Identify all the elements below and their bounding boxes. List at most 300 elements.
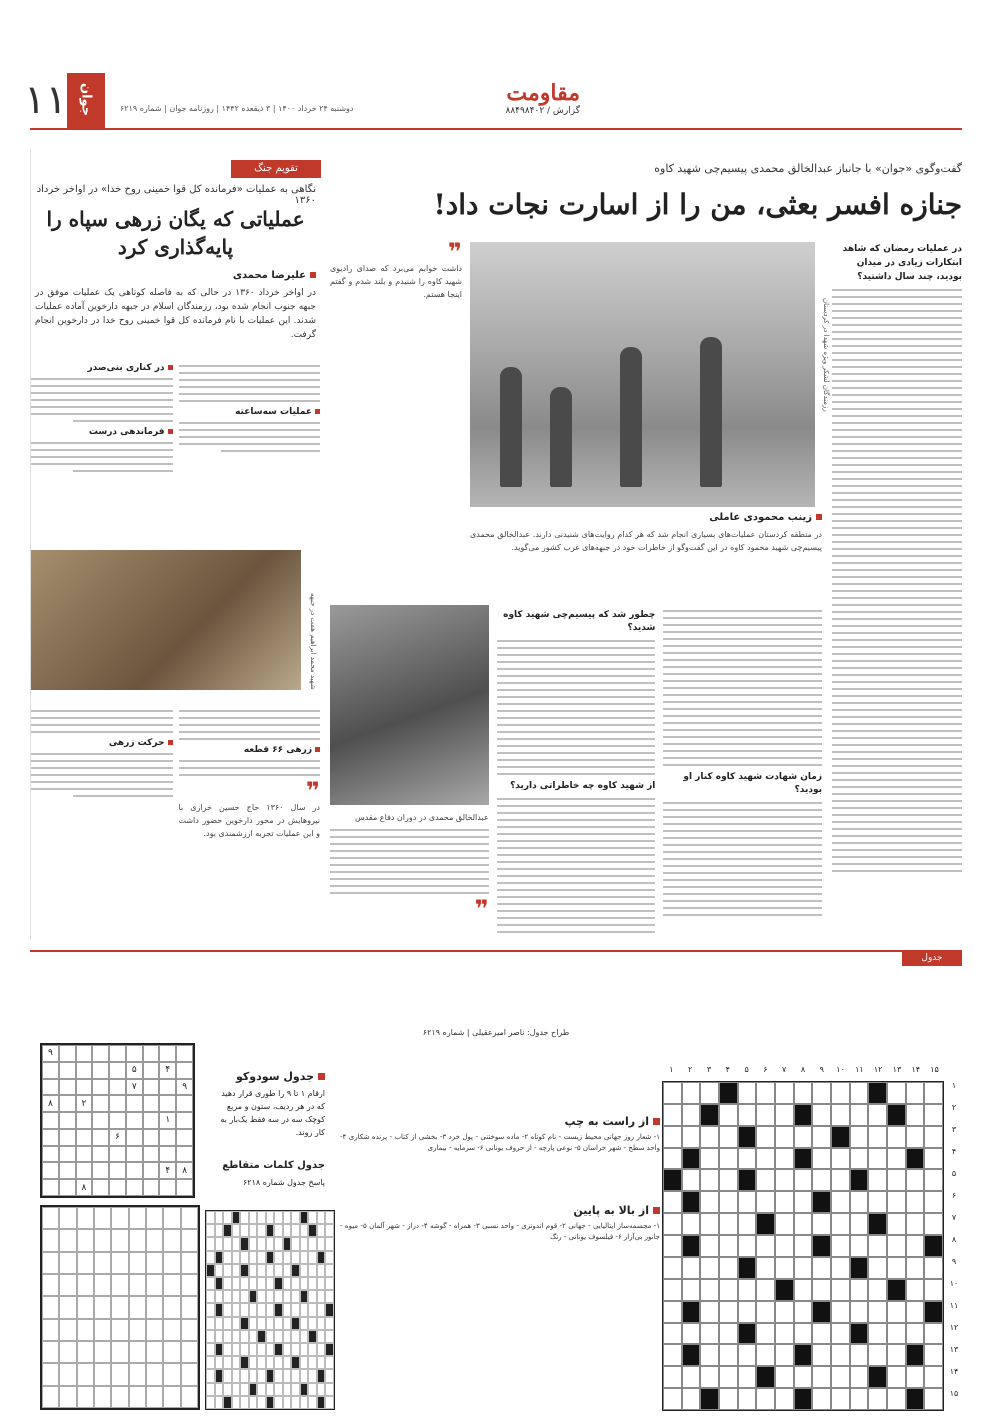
sudoku-cell[interactable]: ۴: [159, 1162, 176, 1179]
crossword-cell[interactable]: [812, 1366, 831, 1388]
crossword-cell[interactable]: [887, 1388, 906, 1410]
crossword-cell[interactable]: [756, 1235, 775, 1257]
crossword-cell[interactable]: [831, 1213, 850, 1235]
crossword-cell[interactable]: [775, 1301, 794, 1323]
crossword-cell[interactable]: [794, 1104, 813, 1126]
crossword-cell[interactable]: [738, 1301, 757, 1323]
sudoku-cell[interactable]: ۲: [76, 1095, 93, 1112]
crossword-cell[interactable]: [775, 1323, 794, 1345]
sudoku-cell[interactable]: [109, 1146, 126, 1163]
crossword-cell[interactable]: [682, 1279, 701, 1301]
crossword-cell[interactable]: [756, 1344, 775, 1366]
crossword-cell[interactable]: [794, 1366, 813, 1388]
crossword-cell[interactable]: [831, 1279, 850, 1301]
crossword-cell[interactable]: [719, 1169, 738, 1191]
crossword-cell[interactable]: [700, 1169, 719, 1191]
crossword-cell[interactable]: [700, 1344, 719, 1366]
sudoku-cell[interactable]: [42, 1179, 59, 1196]
crossword-cell[interactable]: [719, 1082, 738, 1104]
crossword-cell[interactable]: [756, 1388, 775, 1410]
crossword-cell[interactable]: [738, 1213, 757, 1235]
sudoku-cell[interactable]: [176, 1045, 193, 1062]
crossword-cell[interactable]: [906, 1126, 925, 1148]
crossword-cell[interactable]: [794, 1213, 813, 1235]
crossword-cell[interactable]: [906, 1104, 925, 1126]
sudoku-cell[interactable]: [109, 1095, 126, 1112]
sudoku-cell[interactable]: [143, 1062, 160, 1079]
crossword-cell[interactable]: [868, 1235, 887, 1257]
crossword-cell[interactable]: [719, 1104, 738, 1126]
crossword-cell[interactable]: [775, 1148, 794, 1170]
crossword-cell[interactable]: [700, 1235, 719, 1257]
sudoku-cell[interactable]: [92, 1129, 109, 1146]
crossword-cell[interactable]: [850, 1082, 869, 1104]
crossword-cell[interactable]: [682, 1366, 701, 1388]
crossword-cell[interactable]: [887, 1235, 906, 1257]
crossword-cell[interactable]: [831, 1191, 850, 1213]
crossword-cell[interactable]: [924, 1235, 943, 1257]
sudoku-cell[interactable]: [59, 1179, 76, 1196]
crossword-cell[interactable]: [812, 1257, 831, 1279]
crossword-cell[interactable]: [906, 1257, 925, 1279]
sudoku-cell[interactable]: [76, 1045, 93, 1062]
crossword-cell[interactable]: [719, 1388, 738, 1410]
crossword-cell[interactable]: [794, 1388, 813, 1410]
crossword-cell[interactable]: [868, 1279, 887, 1301]
crossword-cell[interactable]: [756, 1169, 775, 1191]
crossword-cell[interactable]: [868, 1213, 887, 1235]
crossword-cell[interactable]: [738, 1279, 757, 1301]
crossword-cell[interactable]: [719, 1257, 738, 1279]
crossword-cell[interactable]: [887, 1323, 906, 1345]
crossword-cell[interactable]: [756, 1148, 775, 1170]
crossword-cell[interactable]: [756, 1082, 775, 1104]
sudoku-cell[interactable]: [176, 1112, 193, 1129]
crossword-cell[interactable]: [868, 1082, 887, 1104]
crossword-cell[interactable]: [924, 1126, 943, 1148]
crossword-cell[interactable]: [831, 1235, 850, 1257]
crossword-cell[interactable]: [887, 1366, 906, 1388]
sudoku-cell[interactable]: [176, 1062, 193, 1079]
crossword-cell[interactable]: [663, 1323, 682, 1345]
crossword-cell[interactable]: [682, 1213, 701, 1235]
crossword-cell[interactable]: [738, 1148, 757, 1170]
sudoku-cell[interactable]: [126, 1129, 143, 1146]
crossword-cell[interactable]: [794, 1301, 813, 1323]
sudoku-cell[interactable]: [126, 1179, 143, 1196]
crossword-cell[interactable]: [831, 1301, 850, 1323]
sudoku-cell[interactable]: [92, 1112, 109, 1129]
crossword-cell[interactable]: [719, 1148, 738, 1170]
crossword-cell[interactable]: [831, 1082, 850, 1104]
sudoku-cell[interactable]: [159, 1146, 176, 1163]
crossword-cell[interactable]: [812, 1235, 831, 1257]
crossword-cell[interactable]: [868, 1148, 887, 1170]
crossword-cell[interactable]: [682, 1104, 701, 1126]
sudoku-cell[interactable]: [92, 1045, 109, 1062]
crossword-cell[interactable]: [850, 1388, 869, 1410]
sudoku-cell[interactable]: [109, 1079, 126, 1096]
crossword-cell[interactable]: [906, 1235, 925, 1257]
crossword-cell[interactable]: [756, 1213, 775, 1235]
crossword-cell[interactable]: [868, 1104, 887, 1126]
sudoku-cell[interactable]: [59, 1045, 76, 1062]
crossword-cell[interactable]: [738, 1257, 757, 1279]
crossword-cell[interactable]: [906, 1213, 925, 1235]
crossword-cell[interactable]: [812, 1323, 831, 1345]
crossword-cell[interactable]: [850, 1235, 869, 1257]
crossword-cell[interactable]: [868, 1169, 887, 1191]
crossword-cell[interactable]: [700, 1126, 719, 1148]
sudoku-cell[interactable]: [176, 1179, 193, 1196]
crossword-cell[interactable]: [663, 1148, 682, 1170]
crossword-cell[interactable]: [794, 1082, 813, 1104]
sudoku-cell[interactable]: [143, 1162, 160, 1179]
crossword-cell[interactable]: [831, 1388, 850, 1410]
sudoku-cell[interactable]: [76, 1062, 93, 1079]
crossword-cell[interactable]: [756, 1323, 775, 1345]
sudoku-cell[interactable]: [59, 1146, 76, 1163]
sudoku-cell[interactable]: [42, 1146, 59, 1163]
crossword-cell[interactable]: [812, 1104, 831, 1126]
crossword-cell[interactable]: [756, 1279, 775, 1301]
sudoku-cell[interactable]: [143, 1045, 160, 1062]
sudoku-cell[interactable]: ۹: [176, 1079, 193, 1096]
sudoku-cell[interactable]: [143, 1095, 160, 1112]
sudoku-cell[interactable]: ۸: [76, 1179, 93, 1196]
sudoku-cell[interactable]: ۴: [159, 1062, 176, 1079]
sudoku-cell[interactable]: [42, 1062, 59, 1079]
crossword-cell[interactable]: [812, 1148, 831, 1170]
crossword-cell[interactable]: [682, 1388, 701, 1410]
crossword-cell[interactable]: [924, 1213, 943, 1235]
sudoku-cell[interactable]: [92, 1179, 109, 1196]
sudoku-cell[interactable]: [59, 1095, 76, 1112]
crossword-cell[interactable]: [868, 1366, 887, 1388]
crossword-cell[interactable]: [794, 1344, 813, 1366]
crossword-cell[interactable]: [775, 1388, 794, 1410]
crossword-cell[interactable]: [831, 1148, 850, 1170]
crossword-cell[interactable]: [906, 1301, 925, 1323]
crossword-cell[interactable]: [738, 1235, 757, 1257]
sudoku-cell[interactable]: [109, 1179, 126, 1196]
sudoku-cell[interactable]: ۵: [126, 1062, 143, 1079]
crossword-cell[interactable]: [794, 1279, 813, 1301]
crossword-cell[interactable]: [719, 1191, 738, 1213]
crossword-cell[interactable]: [850, 1126, 869, 1148]
crossword-cell[interactable]: [868, 1388, 887, 1410]
crossword-cell[interactable]: [924, 1257, 943, 1279]
crossword-cell[interactable]: [663, 1344, 682, 1366]
crossword-cell[interactable]: [775, 1344, 794, 1366]
sudoku-cell[interactable]: [59, 1162, 76, 1179]
crossword-cell[interactable]: [887, 1279, 906, 1301]
sudoku-cell[interactable]: [76, 1162, 93, 1179]
crossword-cell[interactable]: [700, 1279, 719, 1301]
crossword-cell[interactable]: [850, 1323, 869, 1345]
crossword-cell[interactable]: [663, 1191, 682, 1213]
crossword-cell[interactable]: [700, 1213, 719, 1235]
crossword-cell[interactable]: [756, 1257, 775, 1279]
crossword-cell[interactable]: [700, 1323, 719, 1345]
crossword-cell[interactable]: [794, 1191, 813, 1213]
crossword-cell[interactable]: [887, 1191, 906, 1213]
crossword-cell[interactable]: [831, 1344, 850, 1366]
sudoku-cell[interactable]: [126, 1162, 143, 1179]
crossword-cell[interactable]: [700, 1366, 719, 1388]
crossword-cell[interactable]: [850, 1366, 869, 1388]
crossword-cell[interactable]: [682, 1126, 701, 1148]
crossword-cell[interactable]: [756, 1366, 775, 1388]
crossword-cell[interactable]: [850, 1104, 869, 1126]
sudoku-cell[interactable]: ۹: [42, 1045, 59, 1062]
crossword-cell[interactable]: [700, 1148, 719, 1170]
crossword-cell[interactable]: [812, 1169, 831, 1191]
crossword-cell[interactable]: [812, 1301, 831, 1323]
crossword-cell[interactable]: [924, 1082, 943, 1104]
sudoku-cell[interactable]: [42, 1079, 59, 1096]
crossword-cell[interactable]: [868, 1191, 887, 1213]
sudoku-cell[interactable]: [76, 1129, 93, 1146]
crossword-cell[interactable]: [887, 1213, 906, 1235]
crossword-cell[interactable]: [924, 1344, 943, 1366]
crossword-cell[interactable]: [794, 1126, 813, 1148]
sudoku-cell[interactable]: [159, 1079, 176, 1096]
crossword-cell[interactable]: [812, 1191, 831, 1213]
crossword-cell[interactable]: [831, 1126, 850, 1148]
sudoku-cell[interactable]: [59, 1112, 76, 1129]
crossword-cell[interactable]: [794, 1235, 813, 1257]
crossword-cell[interactable]: [812, 1388, 831, 1410]
crossword-cell[interactable]: [663, 1301, 682, 1323]
sudoku-cell[interactable]: [143, 1146, 160, 1163]
crossword-cell[interactable]: [906, 1344, 925, 1366]
crossword-cell[interactable]: [775, 1191, 794, 1213]
crossword-cell[interactable]: [850, 1279, 869, 1301]
crossword-cell[interactable]: [868, 1257, 887, 1279]
crossword-cell[interactable]: [887, 1169, 906, 1191]
crossword-cell[interactable]: [663, 1213, 682, 1235]
crossword-cell[interactable]: [738, 1388, 757, 1410]
sudoku-cell[interactable]: [109, 1162, 126, 1179]
sudoku-cell[interactable]: [109, 1062, 126, 1079]
crossword-cell[interactable]: [906, 1279, 925, 1301]
crossword-cell[interactable]: [719, 1213, 738, 1235]
crossword-cell[interactable]: [738, 1344, 757, 1366]
crossword-cell[interactable]: [700, 1388, 719, 1410]
crossword-cell[interactable]: [775, 1279, 794, 1301]
crossword-cell[interactable]: [831, 1366, 850, 1388]
sudoku-cell[interactable]: [176, 1095, 193, 1112]
crossword-cell[interactable]: [682, 1323, 701, 1345]
crossword-cell[interactable]: [663, 1366, 682, 1388]
crossword-cell[interactable]: [663, 1104, 682, 1126]
crossword-cell[interactable]: [868, 1126, 887, 1148]
crossword-cell[interactable]: [775, 1235, 794, 1257]
crossword-cell[interactable]: [775, 1126, 794, 1148]
crossword-cell[interactable]: [794, 1257, 813, 1279]
crossword-cell[interactable]: [756, 1191, 775, 1213]
crossword-cell[interactable]: [682, 1191, 701, 1213]
crossword-cell[interactable]: [794, 1148, 813, 1170]
sudoku-cell[interactable]: [92, 1062, 109, 1079]
crossword-cell[interactable]: [775, 1366, 794, 1388]
crossword-cell[interactable]: [738, 1126, 757, 1148]
sudoku-cell[interactable]: ۸: [176, 1162, 193, 1179]
crossword-cell[interactable]: [831, 1104, 850, 1126]
crossword-cell[interactable]: [794, 1323, 813, 1345]
crossword-cell[interactable]: [682, 1301, 701, 1323]
crossword-cell[interactable]: [850, 1344, 869, 1366]
crossword-cell[interactable]: [682, 1257, 701, 1279]
crossword-cell[interactable]: [924, 1366, 943, 1388]
crossword-cell[interactable]: [924, 1148, 943, 1170]
crossword-cell[interactable]: [738, 1323, 757, 1345]
crossword-cell[interactable]: [887, 1148, 906, 1170]
crossword-cell[interactable]: [868, 1323, 887, 1345]
crossword-cell[interactable]: [775, 1257, 794, 1279]
crossword-cell[interactable]: [663, 1388, 682, 1410]
sudoku-cell[interactable]: [59, 1079, 76, 1096]
crossword-cell[interactable]: [924, 1279, 943, 1301]
crossword-cell[interactable]: [906, 1082, 925, 1104]
crossword-cell[interactable]: [850, 1169, 869, 1191]
crossword-cell[interactable]: [719, 1126, 738, 1148]
sudoku-cell[interactable]: [126, 1146, 143, 1163]
crossword-cell[interactable]: [812, 1126, 831, 1148]
crossword-cell[interactable]: [738, 1169, 757, 1191]
sudoku-cell[interactable]: [109, 1112, 126, 1129]
crossword-cell[interactable]: [850, 1191, 869, 1213]
crossword-cell[interactable]: [812, 1344, 831, 1366]
crossword-cell[interactable]: [738, 1104, 757, 1126]
crossword-cell[interactable]: [756, 1301, 775, 1323]
crossword-cell[interactable]: [775, 1082, 794, 1104]
sudoku-cell[interactable]: [176, 1146, 193, 1163]
sudoku-cell[interactable]: [92, 1146, 109, 1163]
sudoku-cell[interactable]: [92, 1079, 109, 1096]
crossword-cell[interactable]: [906, 1366, 925, 1388]
crossword-cell[interactable]: [719, 1279, 738, 1301]
crossword-cell[interactable]: [719, 1235, 738, 1257]
sudoku-cell[interactable]: ۱: [159, 1112, 176, 1129]
crossword-cell[interactable]: [738, 1191, 757, 1213]
crossword-cell[interactable]: [775, 1169, 794, 1191]
sudoku-cell[interactable]: [143, 1079, 160, 1096]
crossword-cell[interactable]: [719, 1344, 738, 1366]
crossword-cell[interactable]: [682, 1169, 701, 1191]
crossword-cell[interactable]: [887, 1301, 906, 1323]
sudoku-cell[interactable]: [159, 1095, 176, 1112]
sudoku-cell[interactable]: [176, 1129, 193, 1146]
crossword-cell[interactable]: [812, 1279, 831, 1301]
sudoku-cell[interactable]: [143, 1112, 160, 1129]
sudoku-cell[interactable]: [92, 1095, 109, 1112]
crossword-cell[interactable]: [887, 1257, 906, 1279]
sudoku-cell[interactable]: [59, 1062, 76, 1079]
crossword-cell[interactable]: [906, 1388, 925, 1410]
crossword-cell[interactable]: [719, 1323, 738, 1345]
crossword-cell[interactable]: [850, 1257, 869, 1279]
crossword-cell[interactable]: [738, 1366, 757, 1388]
sudoku-cell[interactable]: ۶: [109, 1129, 126, 1146]
sudoku-cell[interactable]: [126, 1045, 143, 1062]
crossword-cell[interactable]: [906, 1148, 925, 1170]
crossword-cell[interactable]: [719, 1366, 738, 1388]
crossword-cell[interactable]: [682, 1344, 701, 1366]
crossword-cell[interactable]: [756, 1104, 775, 1126]
crossword-cell[interactable]: [850, 1213, 869, 1235]
crossword-cell[interactable]: [924, 1323, 943, 1345]
sudoku-cell[interactable]: [42, 1112, 59, 1129]
crossword-cell[interactable]: [775, 1213, 794, 1235]
crossword-cell[interactable]: [794, 1169, 813, 1191]
sudoku-cell[interactable]: ۷: [126, 1079, 143, 1096]
crossword-cell[interactable]: [831, 1169, 850, 1191]
sudoku-cell[interactable]: [159, 1179, 176, 1196]
crossword-grid[interactable]: [662, 1081, 944, 1411]
crossword-cell[interactable]: [663, 1169, 682, 1191]
crossword-cell[interactable]: [924, 1191, 943, 1213]
crossword-cell[interactable]: [700, 1257, 719, 1279]
crossword-cell[interactable]: [850, 1148, 869, 1170]
crossword-cell[interactable]: [663, 1082, 682, 1104]
sudoku-cell[interactable]: [143, 1179, 160, 1196]
crossword-cell[interactable]: [924, 1388, 943, 1410]
crossword-cell[interactable]: [812, 1082, 831, 1104]
crossword-cell[interactable]: [906, 1323, 925, 1345]
sudoku-cell[interactable]: [42, 1129, 59, 1146]
crossword-cell[interactable]: [812, 1213, 831, 1235]
sudoku-cell[interactable]: [109, 1045, 126, 1062]
crossword-cell[interactable]: [700, 1082, 719, 1104]
sudoku-cell[interactable]: [76, 1146, 93, 1163]
sudoku-cell[interactable]: ۸: [42, 1095, 59, 1112]
sudoku-cell[interactable]: [59, 1129, 76, 1146]
sudoku-cell[interactable]: [126, 1095, 143, 1112]
sudoku-grid[interactable]: [40, 1043, 195, 1198]
crossword-cell[interactable]: [887, 1104, 906, 1126]
crossword-cell[interactable]: [924, 1169, 943, 1191]
crossword-cell[interactable]: [719, 1301, 738, 1323]
sudoku-cell[interactable]: [143, 1129, 160, 1146]
crossword-cell[interactable]: [906, 1169, 925, 1191]
sudoku-cell[interactable]: [42, 1162, 59, 1179]
crossword-cell[interactable]: [663, 1257, 682, 1279]
crossword-cell[interactable]: [887, 1126, 906, 1148]
crossword-cell[interactable]: [682, 1235, 701, 1257]
crossword-cell[interactable]: [756, 1126, 775, 1148]
crossword-cell[interactable]: [682, 1082, 701, 1104]
crossword-cell[interactable]: [868, 1344, 887, 1366]
crossword-cell[interactable]: [700, 1104, 719, 1126]
crossword-cell[interactable]: [663, 1126, 682, 1148]
crossword-cell[interactable]: [868, 1301, 887, 1323]
crossword-cell[interactable]: [700, 1191, 719, 1213]
sudoku-cell[interactable]: [92, 1162, 109, 1179]
crossword-cell[interactable]: [924, 1301, 943, 1323]
sudoku-cell[interactable]: [126, 1112, 143, 1129]
sudoku-cell[interactable]: [76, 1079, 93, 1096]
crossword-cell[interactable]: [831, 1257, 850, 1279]
crossword-cell[interactable]: [700, 1301, 719, 1323]
sudoku-cell[interactable]: [159, 1129, 176, 1146]
crossword-cell[interactable]: [887, 1344, 906, 1366]
crossword-cell[interactable]: [924, 1104, 943, 1126]
crossword-cell[interactable]: [850, 1301, 869, 1323]
crossword-cell[interactable]: [831, 1323, 850, 1345]
crossword-cell[interactable]: [663, 1235, 682, 1257]
